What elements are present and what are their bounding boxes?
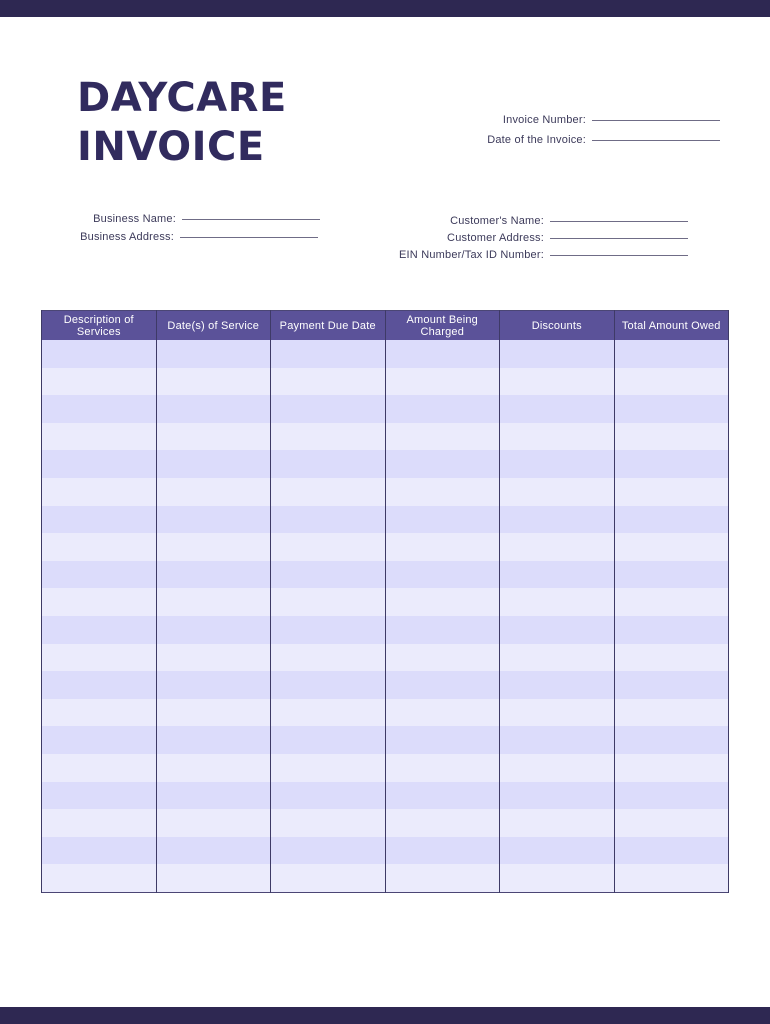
cell-due-date[interactable] bbox=[271, 644, 386, 672]
cell-due-date[interactable] bbox=[271, 340, 386, 368]
cell-dates[interactable] bbox=[156, 754, 271, 782]
table-row bbox=[42, 561, 729, 589]
cell-total[interactable] bbox=[614, 561, 729, 589]
cell-total[interactable] bbox=[614, 506, 729, 534]
cell-discounts[interactable] bbox=[500, 699, 615, 727]
cell-amount[interactable] bbox=[385, 478, 500, 506]
cell-discounts[interactable] bbox=[500, 726, 615, 754]
cell-amount[interactable] bbox=[385, 726, 500, 754]
cell-description[interactable] bbox=[42, 588, 157, 616]
cell-amount[interactable] bbox=[385, 340, 500, 368]
cell-discounts[interactable] bbox=[500, 395, 615, 423]
cell-dates[interactable] bbox=[156, 809, 271, 837]
customer-address-label: Customer Address: bbox=[447, 232, 544, 244]
cell-discounts[interactable] bbox=[500, 588, 615, 616]
column-header-dates: Date(s) of Service bbox=[156, 311, 271, 341]
invoice-number-label: Invoice Number: bbox=[502, 114, 586, 126]
invoice-table bbox=[41, 310, 729, 893]
table-row bbox=[42, 644, 729, 672]
cell-amount[interactable] bbox=[385, 782, 500, 810]
cell-dates[interactable] bbox=[156, 395, 271, 423]
title-line-2: INVOICE bbox=[77, 124, 265, 170]
page-title bbox=[77, 74, 287, 172]
cell-due-date[interactable] bbox=[271, 864, 386, 892]
table-row bbox=[42, 837, 729, 865]
table-row bbox=[42, 395, 729, 423]
bottom-accent-bar bbox=[0, 1007, 770, 1024]
column-header-discounts: Discounts bbox=[500, 311, 615, 341]
invoice-number-input[interactable] bbox=[592, 120, 720, 121]
cell-total[interactable] bbox=[614, 754, 729, 782]
cell-discounts[interactable] bbox=[500, 809, 615, 837]
cell-due-date[interactable] bbox=[271, 671, 386, 699]
cell-discounts[interactable] bbox=[500, 450, 615, 478]
cell-discounts[interactable] bbox=[500, 533, 615, 561]
table-row bbox=[42, 478, 729, 506]
table-row bbox=[42, 533, 729, 561]
title-line-1: DAYCARE bbox=[77, 75, 287, 121]
cell-description[interactable] bbox=[42, 533, 157, 561]
cell-total[interactable] bbox=[614, 395, 729, 423]
ein-label: EIN Number/Tax ID Number: bbox=[399, 249, 544, 261]
cell-description[interactable] bbox=[42, 671, 157, 699]
cell-description[interactable] bbox=[42, 561, 157, 589]
table-row bbox=[42, 340, 729, 368]
cell-due-date[interactable] bbox=[271, 368, 386, 396]
table-row bbox=[42, 423, 729, 451]
cell-description[interactable] bbox=[42, 754, 157, 782]
business-address-label: Business Address: bbox=[80, 231, 174, 243]
cell-due-date[interactable] bbox=[271, 450, 386, 478]
cell-dates[interactable] bbox=[156, 423, 271, 451]
cell-description[interactable] bbox=[42, 395, 157, 423]
table-row bbox=[42, 616, 729, 644]
cell-total[interactable] bbox=[614, 699, 729, 727]
cell-amount[interactable] bbox=[385, 588, 500, 616]
cell-dates[interactable] bbox=[156, 561, 271, 589]
cell-amount[interactable] bbox=[385, 561, 500, 589]
cell-amount[interactable] bbox=[385, 809, 500, 837]
cell-due-date[interactable] bbox=[271, 506, 386, 534]
cell-total[interactable] bbox=[614, 616, 729, 644]
cell-dates[interactable] bbox=[156, 533, 271, 561]
cell-description[interactable] bbox=[42, 644, 157, 672]
cell-amount[interactable] bbox=[385, 671, 500, 699]
table-header-row bbox=[42, 311, 729, 341]
cell-total[interactable] bbox=[614, 864, 729, 892]
cell-discounts[interactable] bbox=[500, 506, 615, 534]
business-address-field bbox=[60, 231, 318, 243]
table-row bbox=[42, 754, 729, 782]
cell-discounts[interactable] bbox=[500, 782, 615, 810]
cell-due-date[interactable] bbox=[271, 782, 386, 810]
cell-total[interactable] bbox=[614, 726, 729, 754]
table-row bbox=[42, 726, 729, 754]
cell-discounts[interactable] bbox=[500, 837, 615, 865]
cell-total[interactable] bbox=[614, 644, 729, 672]
cell-amount[interactable] bbox=[385, 616, 500, 644]
cell-amount[interactable] bbox=[385, 368, 500, 396]
ein-input[interactable] bbox=[550, 255, 688, 256]
cell-dates[interactable] bbox=[156, 588, 271, 616]
cell-description[interactable] bbox=[42, 699, 157, 727]
customer-name-label: Customer's Name: bbox=[450, 215, 544, 227]
table-row bbox=[42, 588, 729, 616]
table-row bbox=[42, 671, 729, 699]
cell-total[interactable] bbox=[614, 837, 729, 865]
cell-discounts[interactable] bbox=[500, 368, 615, 396]
cell-due-date[interactable] bbox=[271, 754, 386, 782]
cell-description[interactable] bbox=[42, 423, 157, 451]
cell-amount[interactable] bbox=[385, 395, 500, 423]
cell-total[interactable] bbox=[614, 671, 729, 699]
table-body bbox=[42, 340, 729, 892]
cell-total[interactable] bbox=[614, 368, 729, 396]
business-name-label: Business Name: bbox=[93, 213, 176, 225]
cell-dates[interactable] bbox=[156, 726, 271, 754]
table-row bbox=[42, 450, 729, 478]
cell-amount[interactable] bbox=[385, 450, 500, 478]
cell-description[interactable] bbox=[42, 450, 157, 478]
top-accent-bar bbox=[0, 0, 770, 17]
table-row bbox=[42, 809, 729, 837]
cell-amount[interactable] bbox=[385, 644, 500, 672]
cell-dates[interactable] bbox=[156, 368, 271, 396]
cell-amount[interactable] bbox=[385, 864, 500, 892]
cell-total[interactable] bbox=[614, 423, 729, 451]
cell-total[interactable] bbox=[614, 809, 729, 837]
cell-amount[interactable] bbox=[385, 754, 500, 782]
cell-discounts[interactable] bbox=[500, 616, 615, 644]
cell-discounts[interactable] bbox=[500, 671, 615, 699]
cell-total[interactable] bbox=[614, 533, 729, 561]
cell-description[interactable] bbox=[42, 478, 157, 506]
cell-discounts[interactable] bbox=[500, 478, 615, 506]
cell-due-date[interactable] bbox=[271, 533, 386, 561]
cell-description[interactable] bbox=[42, 809, 157, 837]
cell-discounts[interactable] bbox=[500, 864, 615, 892]
cell-due-date[interactable] bbox=[271, 395, 386, 423]
cell-total[interactable] bbox=[614, 340, 729, 368]
cell-dates[interactable] bbox=[156, 644, 271, 672]
business-name-input[interactable] bbox=[182, 219, 320, 220]
cell-due-date[interactable] bbox=[271, 809, 386, 837]
cell-amount[interactable] bbox=[385, 837, 500, 865]
cell-description[interactable] bbox=[42, 864, 157, 892]
cell-due-date[interactable] bbox=[271, 588, 386, 616]
cell-dates[interactable] bbox=[156, 864, 271, 892]
column-header-amount: Amount Being Charged bbox=[385, 311, 500, 341]
customer-address-field bbox=[370, 232, 688, 244]
cell-due-date[interactable] bbox=[271, 616, 386, 644]
cell-dates[interactable] bbox=[156, 616, 271, 644]
cell-due-date[interactable] bbox=[271, 699, 386, 727]
cell-discounts[interactable] bbox=[500, 561, 615, 589]
cell-amount[interactable] bbox=[385, 533, 500, 561]
business-address-input[interactable] bbox=[180, 237, 318, 238]
cell-discounts[interactable] bbox=[500, 423, 615, 451]
cell-due-date[interactable] bbox=[271, 837, 386, 865]
cell-description[interactable] bbox=[42, 837, 157, 865]
cell-due-date[interactable] bbox=[271, 478, 386, 506]
table-row bbox=[42, 864, 729, 892]
table-row bbox=[42, 782, 729, 810]
invoice-date-field bbox=[470, 134, 720, 146]
cell-dates[interactable] bbox=[156, 837, 271, 865]
invoice-date-input[interactable] bbox=[592, 140, 720, 141]
table-row bbox=[42, 699, 729, 727]
table-row bbox=[42, 368, 729, 396]
cell-amount[interactable] bbox=[385, 423, 500, 451]
cell-dates[interactable] bbox=[156, 506, 271, 534]
cell-dates[interactable] bbox=[156, 782, 271, 810]
cell-dates[interactable] bbox=[156, 450, 271, 478]
cell-total[interactable] bbox=[614, 588, 729, 616]
column-header-total: Total Amount Owed bbox=[614, 311, 729, 341]
business-name-field bbox=[60, 213, 320, 225]
cell-due-date[interactable] bbox=[271, 726, 386, 754]
customer-address-input[interactable] bbox=[550, 238, 688, 239]
cell-description[interactable] bbox=[42, 506, 157, 534]
cell-description[interactable] bbox=[42, 616, 157, 644]
cell-total[interactable] bbox=[614, 782, 729, 810]
cell-dates[interactable] bbox=[156, 340, 271, 368]
cell-amount[interactable] bbox=[385, 506, 500, 534]
invoice-date-label: Date of the Invoice: bbox=[487, 134, 586, 146]
customer-name-input[interactable] bbox=[550, 221, 688, 222]
cell-dates[interactable] bbox=[156, 478, 271, 506]
cell-total[interactable] bbox=[614, 478, 729, 506]
cell-discounts[interactable] bbox=[500, 340, 615, 368]
column-header-due-date: Payment Due Date bbox=[271, 311, 386, 341]
cell-description[interactable] bbox=[42, 782, 157, 810]
customer-name-field bbox=[370, 215, 688, 227]
cell-discounts[interactable] bbox=[500, 754, 615, 782]
cell-description[interactable] bbox=[42, 726, 157, 754]
cell-amount[interactable] bbox=[385, 699, 500, 727]
invoice-number-field bbox=[470, 114, 720, 126]
cell-discounts[interactable] bbox=[500, 644, 615, 672]
cell-total[interactable] bbox=[614, 450, 729, 478]
cell-description[interactable] bbox=[42, 340, 157, 368]
cell-dates[interactable] bbox=[156, 671, 271, 699]
table-row bbox=[42, 506, 729, 534]
cell-due-date[interactable] bbox=[271, 561, 386, 589]
column-header-description: Description of Services bbox=[42, 311, 157, 341]
ein-field bbox=[370, 249, 688, 261]
cell-dates[interactable] bbox=[156, 699, 271, 727]
cell-description[interactable] bbox=[42, 368, 157, 396]
cell-due-date[interactable] bbox=[271, 423, 386, 451]
